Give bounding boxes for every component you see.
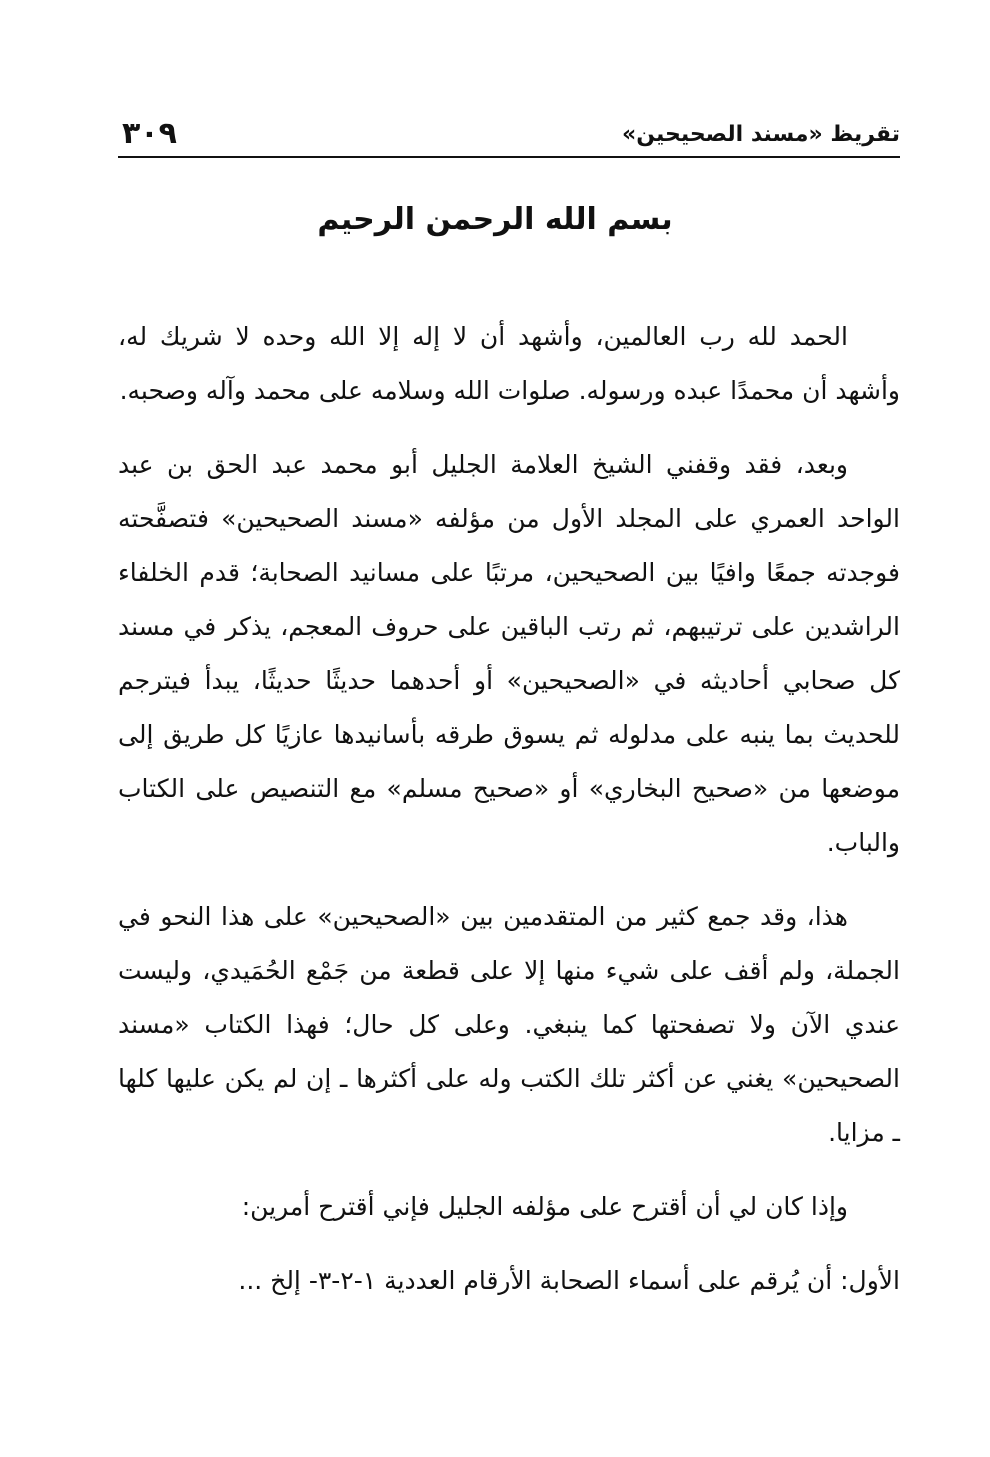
running-title: تقريظ «مسند الصحيحين» bbox=[622, 122, 900, 147]
paragraph-description: وبعد، فقد وقفني الشيخ العلامة الجليل أبو محمد عبد الحق بن عبد الواحد العمري على المجلد الأول من مؤلفه «مسند الصحيحين» فتصفَّحته فوجدته جمعًا وافيًا بين الصحيحين، مرتبًا على مسانيد الصحابة؛ قدم الخلفاء الراشدين على ترتيبهم، ثم رتب الباقين على حروف المعجم، يذكر في مسند كل صحابي أحاديثه في «الصحيحين» أو أحدهما حديثًا حديثًا، يبدأ فيترجم للحديث بما ينبه على مدلوله ثم يسوق طرقه بأسانيدها عازيًا كل طريق إلى موضعها من «صحيح البخاري» أو «صحيح مسلم» مع التنصيص على الكتاب والباب. bbox=[118, 450, 900, 857]
basmala: بسم الله الرحمن الرحيم bbox=[317, 202, 673, 237]
paragraph-first-suggestion: الأول: أن يُرقم على أسماء الصحابة الأرقام العددية ١-٢-٣- إلخ ... bbox=[238, 1266, 900, 1295]
header-rule bbox=[118, 156, 900, 158]
paragraph-suggestion-intro: وإذا كان لي أن أقترح على مؤلفه الجليل فإني أقترح أمرين: bbox=[241, 1192, 848, 1221]
page-header bbox=[118, 118, 900, 158]
paragraph-opening: الحمد لله رب العالمين، وأشهد أن لا إله إلا الله وحده لا شريك له، وأشهد أن محمدًا عبده ورسوله. صلوات الله وسلامه على محمد وآله وصحبه. bbox=[118, 322, 900, 405]
page-number: ٣٠٩ bbox=[122, 116, 177, 151]
paragraph-comparison: هذا، وقد جمع كثير من المتقدمين بين «الصحيحين» على هذا النحو في الجملة، ولم أقف على شيء منها إلا على قطعة من جَمْع الحُمَيدي، وليست عندي الآن ولا تصفحتها كما ينبغي. وعلى كل حال؛ فهذا الكتاب «مسند الصحيحين» يغني عن أكثر تلك الكتب وله على أكثرها ـ إن لم يكن عليها كلها ـ مزايا. bbox=[118, 902, 900, 1147]
body-text bbox=[118, 310, 900, 1328]
